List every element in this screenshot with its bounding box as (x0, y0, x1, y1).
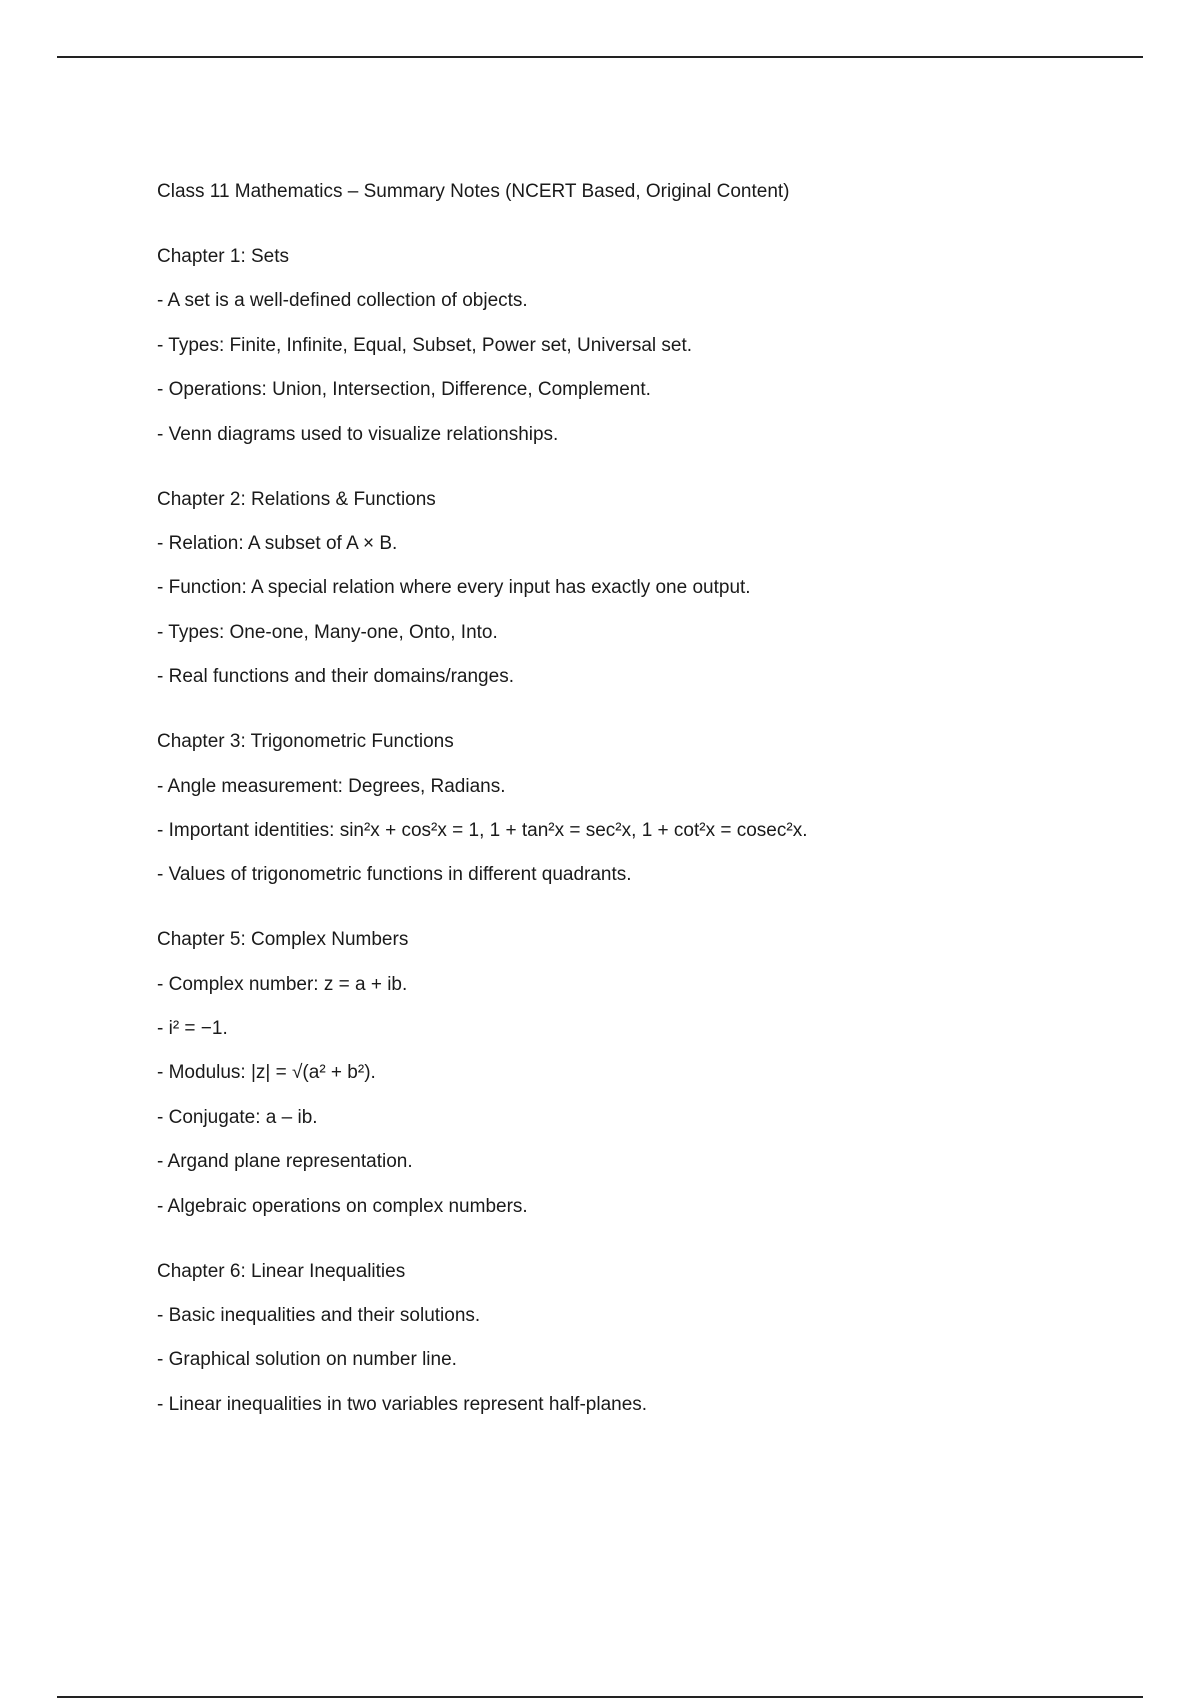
chapter-point: - Function: A special relation where every input has exactly one output. (157, 577, 751, 599)
chapter-point: - Linear inequalities in two variables represent half-planes. (157, 1393, 648, 1415)
chapter-point: - Operations: Union, Intersection, Difference, Complement. (157, 379, 651, 401)
chapter-point: - Real functions and their domains/ranges. (157, 666, 514, 688)
chapter-section (157, 486, 1117, 692)
chapter-point: - Types: Finite, Infinite, Equal, Subset, Power set, Universal set. (157, 334, 693, 356)
chapter-point-list (157, 287, 1117, 448)
chapter-point: - Types: One-one, Many-one, Onto, Into. (157, 621, 498, 643)
chapter-heading: Chapter 1: Sets (157, 246, 290, 267)
chapter-point: - i² = −1. (157, 1018, 228, 1040)
chapter-heading: Chapter 5: Complex Numbers (157, 929, 409, 951)
chapter-point: - Graphical solution on number line. (157, 1349, 457, 1371)
chapter-list (157, 243, 1117, 1419)
chapter-section (157, 243, 1117, 449)
chapter-heading: Chapter 6: Linear Inequalities (157, 1260, 406, 1282)
chapter-point: - Values of trigonometric functions in different quadrants. (157, 864, 632, 886)
chapter-point: - Complex number: z = a + ib. (157, 973, 408, 995)
chapter-point: - Conjugate: a – ib. (157, 1106, 318, 1128)
chapter-point: - Algebraic operations on complex numbers. (157, 1195, 528, 1217)
document-title: Class 11 Mathematics – Summary Notes (NCERT Based, Original Content) (157, 181, 790, 202)
document-body (157, 178, 1117, 1419)
chapter-point: - Argand plane representation. (157, 1151, 413, 1173)
chapter-heading: Chapter 2: Relations & Functions (157, 488, 436, 510)
chapter-point-list (157, 773, 1117, 890)
chapter-point: - A set is a well-defined collection of objects. (157, 290, 528, 312)
top-rule (57, 56, 1143, 58)
chapter-section (157, 1258, 1117, 1419)
chapter-point: - Venn diagrams used to visualize relationships. (157, 423, 559, 445)
bottom-rule (57, 1696, 1143, 1698)
chapter-heading: Chapter 3: Trigonometric Functions (157, 731, 454, 753)
chapter-point: - Important identities: sin²x + cos²x = 1, 1 + tan²x = sec²x, 1 + cot²x = cosec²x. (157, 819, 808, 841)
chapter-section (157, 926, 1117, 1220)
chapter-point: - Relation: A subset of A × B. (157, 532, 398, 554)
chapter-point-list (157, 971, 1117, 1221)
chapter-point: - Modulus: |z| = √(a² + b²). (157, 1062, 376, 1084)
chapter-point-list (157, 530, 1117, 691)
chapter-point: - Basic inequalities and their solutions. (157, 1305, 481, 1327)
chapter-point-list (157, 1302, 1117, 1419)
chapter-section (157, 728, 1117, 889)
chapter-point: - Angle measurement: Degrees, Radians. (157, 775, 506, 797)
